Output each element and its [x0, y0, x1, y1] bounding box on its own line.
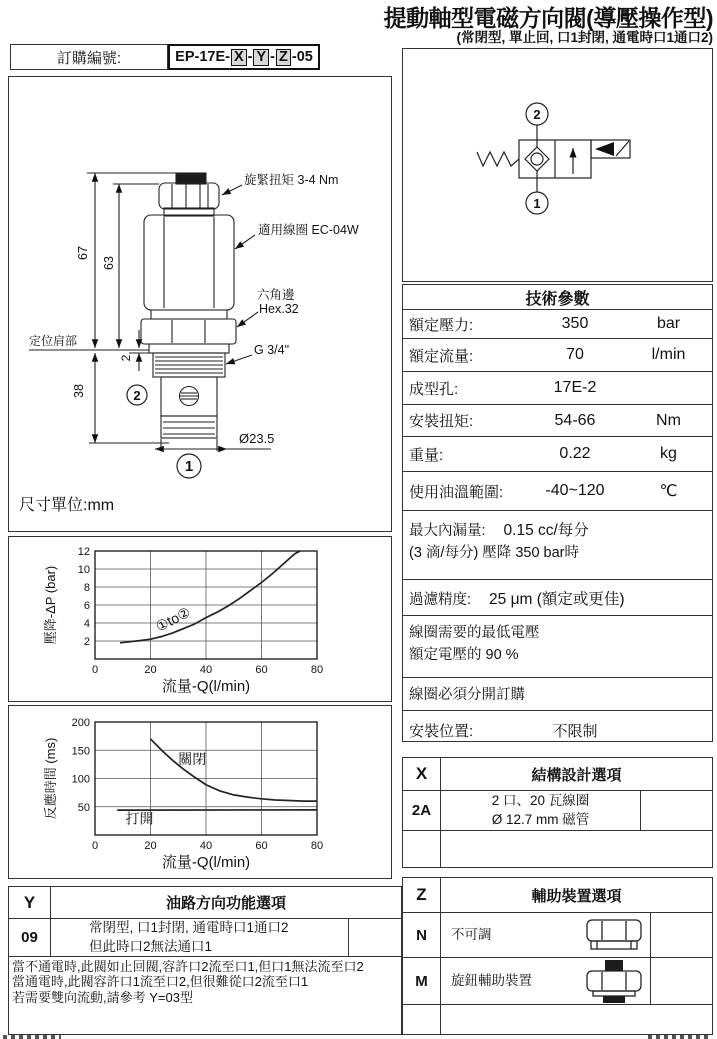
y-options-table — [8, 886, 402, 1035]
param-unit: Nm — [656, 411, 681, 429]
order-sep: - — [270, 49, 275, 65]
shoulder-label: 定位肩部 — [29, 334, 78, 348]
symbol-port-2: 2 — [533, 107, 541, 122]
thread-label: G 3/4" — [254, 343, 290, 357]
svg-text:10: 10 — [77, 564, 90, 576]
param-value: 25 μm (額定或更佳) — [489, 591, 625, 608]
dim-2: 2 — [119, 354, 133, 362]
y-axis-label: 壓降-ΔP (bar) — [43, 565, 58, 645]
x-option-description — [441, 791, 641, 830]
series-label: 關閉 — [178, 750, 207, 767]
table-row — [403, 437, 712, 472]
table-row — [403, 372, 712, 405]
order-number-label-box — [10, 44, 168, 70]
svg-text:200: 200 — [71, 717, 90, 729]
tech-params-table — [402, 284, 713, 742]
svg-text:80: 80 — [310, 664, 324, 676]
svg-text:4: 4 — [83, 618, 90, 630]
param-label: 安裝扭矩: — [409, 413, 474, 430]
param-value: 17E-2 — [553, 379, 597, 396]
y-option-code: 09 — [9, 919, 51, 956]
table-row — [403, 791, 712, 831]
dimension-unit-note: 尺寸單位:mm — [19, 497, 115, 514]
svg-text:0: 0 — [91, 840, 99, 852]
valve-drawing-panel — [8, 76, 392, 532]
param-unit: bar — [656, 315, 681, 332]
empty-cell — [651, 913, 712, 957]
fixed-nut-icon — [581, 918, 647, 954]
order-number-label: 訂購編號: — [56, 49, 122, 67]
param-note: 線圈必須分開訂購 — [409, 687, 525, 703]
param-note: 額定電壓的 90 % — [409, 646, 519, 663]
valve-side-view-drawing — [9, 77, 391, 531]
param-label: 安裝位置: — [409, 723, 474, 740]
hex-label-1: 六角邊 — [257, 288, 295, 302]
symbol-port-1: 1 — [533, 196, 541, 211]
svg-text:60: 60 — [255, 664, 268, 676]
y-axis-label: 反應時間 (ms) — [43, 737, 58, 820]
z-options-code-header: Z — [403, 878, 441, 912]
param-label: 過濾精度: — [409, 592, 472, 608]
y-option-desc-line1: 常閉型, 口1封閉, 通電時口1通口2 — [89, 920, 289, 936]
series-①to② — [120, 551, 300, 643]
table-row — [403, 339, 712, 372]
torque-label: 旋緊扭矩 3-4 Nm — [244, 173, 339, 187]
z-option-code: N — [403, 913, 441, 957]
clipped-print-code-right — [648, 1035, 710, 1039]
response-time-chart-panel — [8, 705, 392, 879]
param-unit: l/min — [651, 346, 686, 363]
x-option-code: 2A — [403, 791, 441, 830]
tech-params-title: 技術參數 — [403, 285, 712, 310]
y-options-code-header: Y — [9, 887, 51, 918]
param-label: 使用油溫範圍: — [409, 483, 504, 501]
z-options-title: 輔助裝置選項 — [531, 887, 622, 905]
note-line: 當不通電時,此閥如止回閥,容許口2流至口1,但口1無法流至口2 — [12, 959, 364, 974]
table-row — [403, 958, 712, 1005]
y-option-description — [51, 919, 349, 956]
param-unit: ℃ — [659, 483, 678, 500]
table-row — [403, 472, 712, 511]
param-label: 最大內漏量: — [409, 523, 486, 539]
param-label: 額定流量: — [409, 347, 474, 365]
empty-row — [403, 831, 712, 867]
z-option-desc: 不可調 — [451, 926, 492, 942]
dim-67: 67 — [76, 246, 90, 260]
param-label: 重量: — [409, 446, 444, 464]
table-row — [403, 511, 712, 580]
empty-cell — [441, 831, 712, 867]
table-row — [403, 405, 712, 437]
hydraulic-symbol — [403, 49, 712, 281]
x-option-desc-line1: 2 口、20 瓦線圈 — [491, 793, 590, 809]
x-axis-label: 流量-Q(l/min) — [161, 678, 251, 695]
table-row — [403, 580, 712, 616]
x-options-code-header: X — [403, 758, 441, 790]
y-option-desc-line2: 但此時口2無法通口1 — [89, 938, 213, 954]
series-關閉 — [151, 739, 318, 801]
table-row — [403, 711, 712, 750]
param-label: 成型孔: — [409, 380, 459, 398]
diameter-label: Ø23.5 — [239, 431, 275, 446]
x-option-desc-line2: Ø 12.7 mm 磁管 — [491, 811, 590, 827]
page-title: 提動軸型電磁方向閥(導壓操作型) — [383, 5, 713, 31]
table-row — [403, 913, 712, 958]
order-number-code — [168, 44, 320, 70]
hydraulic-symbol-panel — [402, 48, 713, 282]
param-value: 不限制 — [552, 723, 598, 740]
hex-label-2: Hex.32 — [259, 302, 299, 316]
z-option-desc: 旋鈕輔助裝置 — [451, 972, 532, 988]
svg-text:0: 0 — [91, 664, 99, 676]
empty-cell — [641, 791, 712, 830]
clipped-print-code-left — [3, 1035, 61, 1039]
svg-text:12: 12 — [77, 546, 90, 558]
x-options-title: 結構設計選項 — [531, 766, 622, 784]
param-note: 線圈需要的最低電壓 — [409, 625, 540, 641]
z-options-table — [402, 877, 713, 1035]
pressure-drop-chart — [9, 537, 391, 700]
table-row — [403, 616, 712, 678]
param-value: 0.22 — [559, 445, 591, 462]
note-line: 當通電時,此閥容許口1流至口2,但很難從口2流至口1 — [12, 974, 309, 990]
table-row — [403, 678, 712, 711]
param-value: -40~120 — [545, 482, 605, 499]
response-time-chart — [9, 706, 391, 877]
y-options-title: 油路方向功能選項 — [165, 895, 286, 912]
svg-text:40: 40 — [199, 840, 213, 852]
order-option-y: Y — [253, 49, 269, 66]
knob-nut-icon — [581, 960, 647, 1004]
svg-text:6: 6 — [83, 600, 90, 612]
empty-cell — [403, 831, 441, 867]
pressure-drop-chart-panel — [8, 536, 392, 702]
svg-text:100: 100 — [71, 773, 90, 786]
param-label: 額定壓力: — [409, 316, 474, 334]
svg-text:150: 150 — [71, 745, 90, 758]
note-line: 若需要雙向流動,請參考 Y=03型 — [12, 989, 193, 1005]
x-axis-label: 流量-Q(l/min) — [161, 854, 251, 871]
svg-text:2: 2 — [83, 636, 90, 648]
table-row — [9, 919, 401, 957]
svg-text:20: 20 — [144, 840, 157, 852]
x-options-table — [402, 757, 713, 868]
order-code-suffix: -05 — [291, 49, 313, 65]
svg-text:40: 40 — [199, 664, 213, 676]
order-sep: - — [247, 49, 253, 65]
table-row — [403, 310, 712, 339]
svg-text:8: 8 — [83, 582, 90, 594]
order-option-z: Z — [276, 49, 291, 66]
param-value: 0.15 cc/每分 — [503, 522, 589, 539]
svg-text:80: 80 — [310, 840, 324, 852]
param-value: 70 — [566, 346, 584, 363]
function-notes — [9, 957, 401, 1007]
order-option-x: X — [231, 49, 247, 66]
series-label: ①to② — [152, 603, 193, 635]
empty-row — [403, 1005, 712, 1034]
dim-63: 63 — [102, 256, 116, 270]
coil-label: 適用線圈 EC-04W — [258, 223, 359, 237]
param-value: 54-66 — [554, 411, 596, 429]
order-code-prefix: EP-17E- — [175, 49, 230, 65]
page-subtitle: (常閉型, 單止回, 口1封閉, 通電時口1通口2) — [456, 30, 713, 45]
empty-cell — [349, 919, 401, 956]
param-value: 350 — [561, 315, 589, 332]
port-2-marker: 2 — [133, 388, 141, 403]
z-option-code: M — [403, 958, 441, 1004]
empty-cell — [403, 1005, 441, 1034]
param-unit: kg — [660, 445, 677, 462]
svg-text:60: 60 — [255, 840, 268, 852]
svg-text:20: 20 — [144, 664, 157, 676]
param-note: (3 滴/每分) 壓降 350 bar時 — [409, 544, 580, 561]
port-1-marker: 1 — [184, 458, 194, 475]
dim-38: 38 — [72, 384, 86, 398]
empty-cell — [651, 958, 712, 1004]
series-label: 打開 — [125, 810, 154, 827]
svg-text:50: 50 — [77, 801, 90, 814]
empty-cell — [441, 1005, 712, 1034]
